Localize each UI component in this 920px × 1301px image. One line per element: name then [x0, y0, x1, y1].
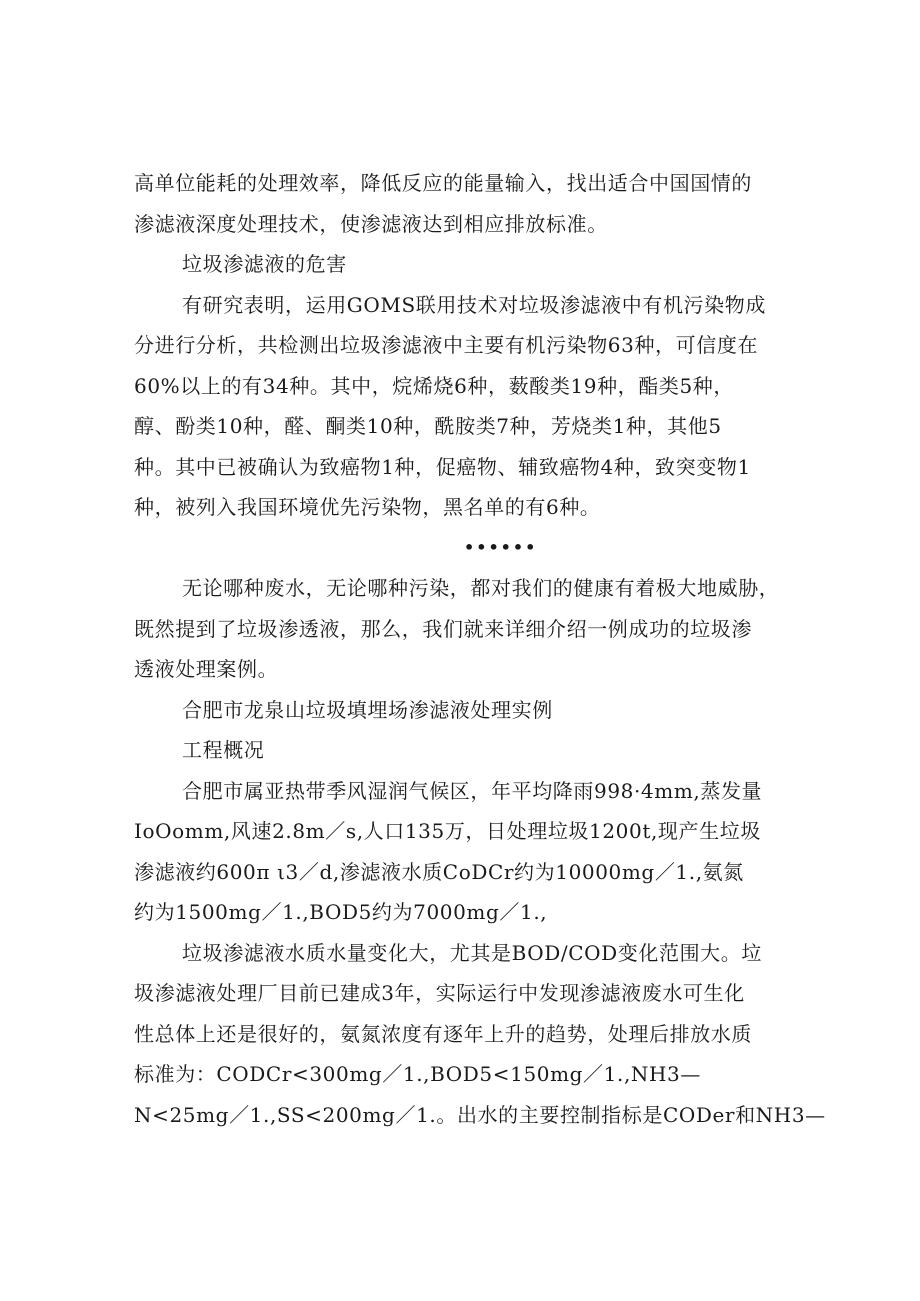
heading-text: 合肥市龙泉山垃圾填埋场渗滤液处理实例	[182, 697, 553, 722]
heading-text: 工程概况	[182, 738, 265, 762]
text-line: 约为1500mg／1.,BOD5约为7000mg／1.,	[134, 900, 548, 924]
text-line: 种。其中已被确认为致癌物1种，促癌物、辅致癌物4种，致突变物1	[134, 454, 751, 479]
section-heading-leachate-hazards	[134, 244, 784, 285]
text-line: 种，被列入我国环境优先污染物，黑名单的有6种。	[134, 495, 601, 519]
paragraph-introduction	[134, 568, 784, 690]
text-line: 60%以上的有34种。其中，烷烯烧6种，薮酸类19种，酯类5种，	[134, 373, 735, 398]
text-line: 透液处理案例。	[134, 657, 279, 681]
paragraph-continuation	[134, 163, 784, 244]
ellipsis-separator	[134, 528, 784, 569]
heading-text: 垃圾渗滤液的危害	[182, 252, 347, 276]
text-line: 圾渗滤液处理厂目前已建成3年，实际运行中发现渗滤液废水可生化	[134, 981, 745, 1005]
text-line: 醇、酚类10种，醛、酮类10种，酰胺类7种，芳烧类1种，其他5	[134, 414, 722, 438]
text-line: 既然提到了垃圾渗透液，那么，我们就来详细介绍一例成功的垃圾渗	[134, 616, 752, 641]
paragraph-research-findings	[134, 285, 784, 528]
text-line: 渗滤液约600π ι3／d,渗滤液水质CoDCr约为10000mg／1.,氨氮	[134, 859, 744, 884]
text-line: IoOomm,风速2.8m／s,人口135万，日处理垃圾1200t,现产生垃圾	[134, 819, 761, 843]
text-line: 渗滤液深度处理技术，使渗滤液达到相应排放标准。	[134, 211, 608, 236]
section-heading-project-overview	[134, 730, 784, 771]
paragraph-water-quality	[134, 933, 826, 1136]
text-line: 分进行分析，共检测出垃圾渗滤液中主要有机污染物63种，可信度在	[134, 333, 759, 357]
text-line: N<25mg／1.,SS<200mg／1.。出水的主要控制指标是CODer和NH3—	[134, 1102, 826, 1127]
paragraph-climate-data	[134, 771, 784, 933]
section-heading-case-study	[134, 690, 784, 731]
separator-dots: ••••••	[464, 537, 538, 557]
text-line: 高单位能耗的处理效率，降低反应的能量输入，找出适合中国国情的	[134, 171, 752, 195]
text-line: 性总体上还是很好的，氨氮浓度有逐年上升的趋势，处理后排放水质	[134, 1021, 752, 1046]
document-body	[134, 163, 826, 1135]
text-line: 有研究表明，运用GOMS联用技术对垃圾渗滤液中有机污染物成	[182, 292, 766, 317]
text-line: 标准为：CODCr<300mg／1.,BOD5<150mg／1.,NH3—	[134, 1062, 701, 1086]
text-line: 垃圾渗滤液水质水量变化大，尤其是BOD/COD变化范围大。垃	[182, 940, 762, 965]
text-line: 合肥市属亚热带季风湿润气候区，年平均降雨998·4mm,蒸发量	[182, 778, 763, 803]
text-line: 无论哪种废水，无论哪种污染，都对我们的健康有着极大地威胁，	[182, 576, 780, 600]
